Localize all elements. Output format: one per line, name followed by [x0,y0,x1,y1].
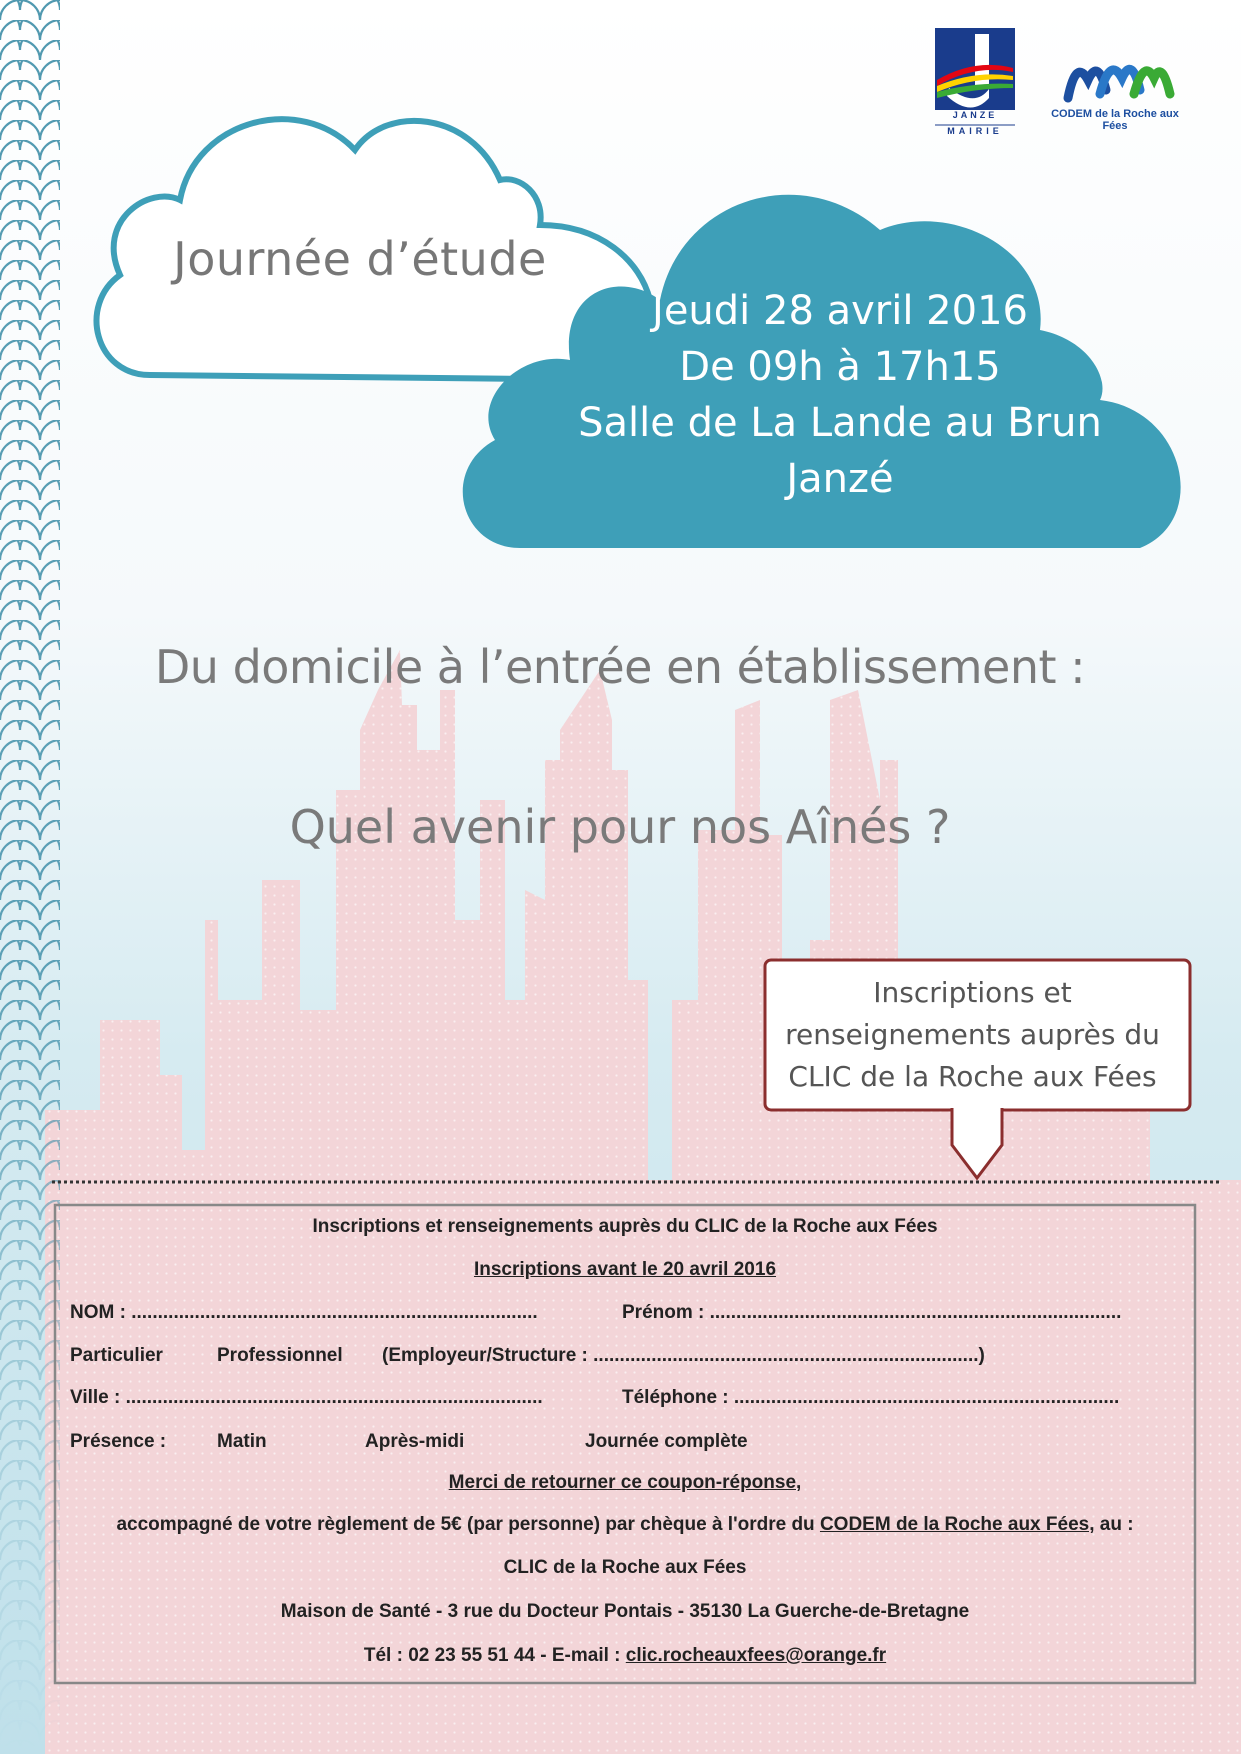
clic-email-link[interactable]: clic.rocheauxfees@orange.fr [625,1645,887,1666]
payment-text-1: accompagné de votre règlement de 5€ (par personne) par chèque à l'ordre du [116,1514,820,1535]
event-city: Janzé [786,456,894,502]
ville-field[interactable]: Ville : ............................................................................... [70,1387,543,1408]
form-title: Inscriptions et renseignements auprès du CLIC de la Roche aux Fées [312,1216,938,1237]
telephone-field[interactable]: Téléphone : ......................................................................... [622,1387,1120,1408]
event-date: Jeudi 28 avril 2016 [652,288,1028,334]
janze-logo-line1: JANZE [952,110,998,120]
clic-name: CLIC de la Roche aux Fées [503,1557,747,1578]
apres-midi-checkbox[interactable]: Après-midi [365,1431,465,1452]
codem-logo [1040,50,1190,132]
janze-emblem-icon [935,28,1015,138]
particulier-checkbox[interactable]: Particulier [70,1345,163,1366]
headline-line1: Du domicile à l’entrée en établissement : [154,640,1086,694]
callout-line1: Inscriptions et [873,976,1072,1009]
payment-instructions [55,1514,1195,1536]
event-type: Journée d’étude [173,232,547,286]
janze-logo-line2: MAIRIE [947,126,1003,136]
professionnel-checkbox[interactable]: Professionnel [217,1345,343,1366]
clic-address: Maison de Santé - 3 rue du Docteur Pontais - 35130 La Guerche-de-Bretagne [280,1601,970,1622]
payment-text-2: au : [1094,1514,1134,1535]
journee-complete-checkbox[interactable]: Journée complète [585,1431,748,1452]
presence-label: Présence : [70,1431,167,1452]
clic-phone: Tél : 02 23 55 51 44 - E-mail : [363,1645,626,1666]
matin-checkbox[interactable]: Matin [217,1431,267,1452]
nom-field[interactable]: NOM : ............................................................................. [70,1302,538,1323]
payment-payee: CODEM de la Roche aux Fées, [819,1514,1095,1535]
event-details [560,283,1120,507]
form-deadline: Inscriptions avant le 20 avril 2016 [473,1259,777,1280]
clic-contact [55,1645,1195,1667]
headline-line2: Quel avenir pour nos Aînés ? [289,800,951,854]
janze-logo [935,28,1015,138]
callout-text [770,972,1175,1098]
merci-text: Merci de retourner ce coupon-réponse, [448,1472,802,1493]
event-venue: Salle de La Lande au Brun [578,400,1102,446]
event-hours: De 09h à 17h15 [679,344,1001,390]
codem-waves-icon [1040,50,1190,106]
employeur-field[interactable]: (Employeur/Structure : .........................................................................) [382,1345,985,1366]
callout-line3: CLIC de la Roche aux Fées [788,1060,1157,1093]
callout-line2: renseignements auprès du [785,1018,1160,1051]
prenom-field[interactable]: Prénom : .............................................................................. [622,1302,1122,1323]
codem-logo-label: CODEM de la Roche aux Fées [1051,108,1179,132]
